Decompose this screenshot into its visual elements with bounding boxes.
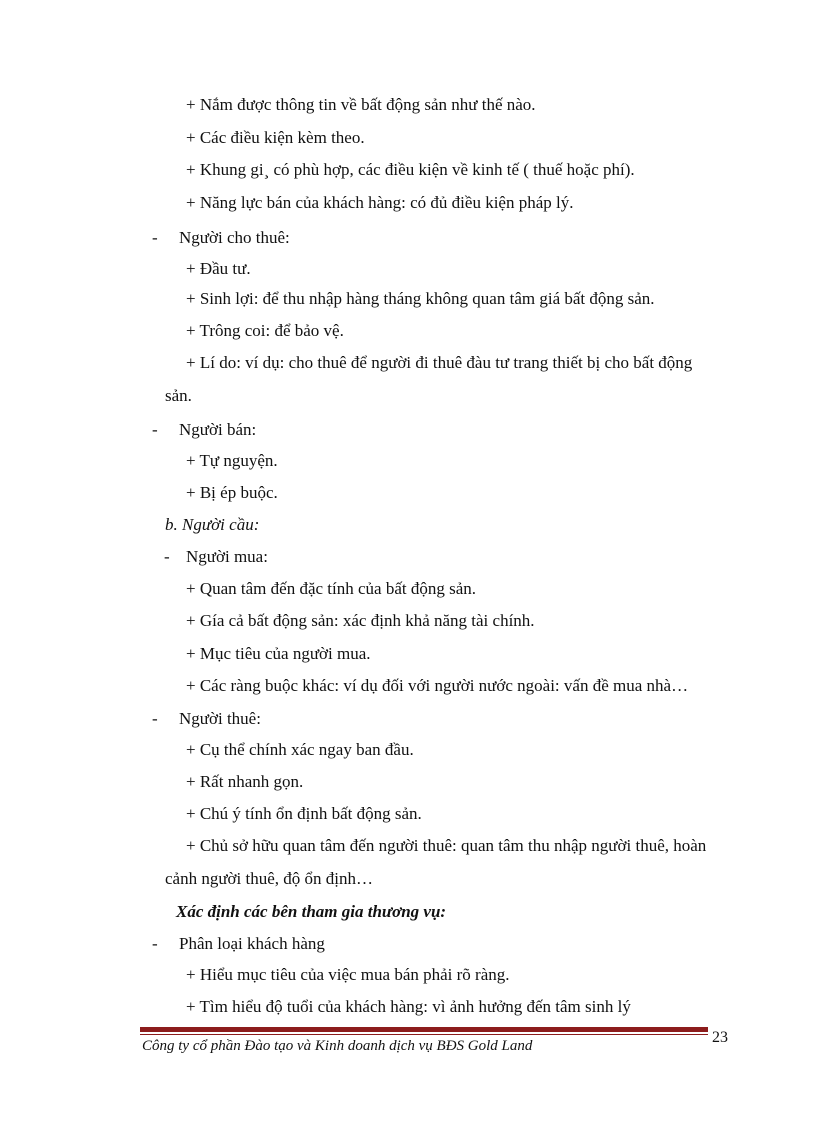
text-line: + Khung gi¸ có phù hợp, các điều kiện về kinh tế ( thuế hoặc phí).	[186, 160, 635, 179]
text-line: + Cụ thể chính xác ngay ban đầu.	[186, 740, 414, 759]
dash-marker: -	[152, 934, 158, 953]
text-line: + Rất nhanh gọn.	[186, 772, 304, 791]
footer-rule-thin	[140, 1034, 708, 1035]
text-line: + Năng lực bán của khách hàng: có đủ điều kiện pháp lý.	[186, 193, 574, 212]
dash-marker: -	[164, 547, 170, 566]
text-line: + Tìm hiểu độ tuổi của khách hàng: vì ảnh hưởng đến tâm sinh lý	[186, 997, 631, 1016]
footer-company: Công ty cổ phần Đào tạo và Kinh doanh dịch vụ BĐS Gold Land	[142, 1038, 533, 1054]
text-line: + Bị ép buộc.	[186, 483, 278, 502]
footer-rule	[140, 1027, 708, 1032]
list-heading: Người thuê:	[179, 709, 261, 728]
text-line: + Tự nguyện.	[186, 451, 278, 470]
text-line: + Mục tiêu của người mua.	[186, 644, 371, 663]
section-heading: b. Người cầu:	[165, 515, 260, 534]
text-line: + Chủ sở hữu quan tâm đến người thuê: quan tâm thu nhập người thuê, hoàn	[186, 836, 707, 855]
text-line-continuation: sản.	[165, 386, 192, 405]
text-line: + Gía cả bất động sản: xác định khả năng tài chính.	[186, 611, 535, 630]
text-line: + Quan tâm đến đặc tính của bất động sản.	[186, 579, 477, 598]
text-line: + Lí do: ví dụ: cho thuê để người đi thuê đàu tư trang thiết bị cho bất động	[186, 353, 693, 372]
text-line: + Đầu tư.	[186, 259, 251, 278]
dash-marker: -	[152, 228, 158, 247]
list-heading: Người bán:	[179, 420, 257, 439]
text-line: + Các điều kiện kèm theo.	[186, 128, 365, 147]
section-heading: Xác định các bên tham gia thương vụ:	[176, 902, 447, 921]
text-line: + Chú ý tính ổn định bất động sản.	[186, 804, 422, 823]
text-line-continuation: cảnh người thuê, độ ổn định…	[165, 869, 374, 888]
text-line: + Sinh lợi: để thu nhập hàng tháng không quan tâm giá bất động sản.	[186, 289, 655, 308]
list-heading: Phân loại khách hàng	[179, 934, 325, 953]
text-line: + Các ràng buộc khác: ví dụ đối với người nước ngoài: vấn đề mua nhà…	[186, 676, 689, 695]
text-line: + Nắm được thông tin về bất động sản như thế nào.	[186, 95, 536, 114]
dash-marker: -	[152, 709, 158, 728]
list-heading: Người mua:	[186, 547, 268, 566]
dash-marker: -	[152, 420, 158, 439]
list-heading: Người cho thuê:	[179, 228, 290, 247]
text-line: + Hiểu mục tiêu của việc mua bán phải rõ ràng.	[186, 965, 510, 984]
text-line: + Trông coi: để bảo vệ.	[186, 321, 344, 340]
page-number: 23	[712, 1029, 728, 1046]
